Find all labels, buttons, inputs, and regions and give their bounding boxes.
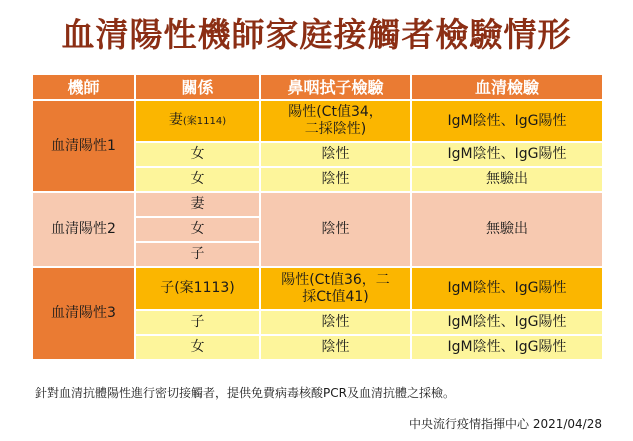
- relation-cell: 子: [135, 310, 260, 335]
- header-pcr: 鼻咽拭子檢驗: [260, 74, 411, 100]
- relation-cell: 子: [135, 242, 260, 267]
- table-row: [32, 100, 603, 142]
- relation-cell: 女: [135, 167, 260, 192]
- pcr-cell: 陰性: [260, 310, 411, 335]
- relation-cell: 女: [135, 142, 260, 167]
- pcr-cell: 陰性: [260, 167, 411, 192]
- serum-cell: IgM陰性、IgG陽性: [411, 310, 603, 335]
- source-credit: 中央流行疫情指揮中心 2021/04/28: [409, 417, 602, 431]
- footnote: 針對血清抗體陽性進行密切接觸者，提供免費病毒核酸PCR及血清抗體之採檢。: [35, 386, 455, 400]
- serum-cell: IgM陰性、IgG陽性: [411, 267, 603, 310]
- table-row: [32, 192, 603, 217]
- pcr-cell: 陰性: [260, 142, 411, 167]
- contacts-table: [31, 73, 604, 361]
- page-title: 血清陽性機師家庭接觸者檢驗情形: [61, 15, 572, 54]
- group-label: 血清陽性1: [32, 100, 135, 192]
- pcr-cell: 陽性(Ct值34，二採陰性): [260, 100, 411, 142]
- header-row: [32, 74, 603, 100]
- serum-cell: 無驗出: [411, 192, 603, 267]
- serum-cell: IgM陰性、IgG陽性: [411, 335, 603, 360]
- relation-cell: 女: [135, 217, 260, 242]
- header-serum: 血清檢驗: [411, 74, 603, 100]
- pcr-cell: 陰性: [260, 335, 411, 360]
- pcr-cell: 陰性: [260, 192, 411, 267]
- serum-cell: IgM陰性、IgG陽性: [411, 100, 603, 142]
- pcr-cell: 陽性(Ct值36，二採Ct值41): [260, 267, 411, 310]
- relation-cell: 女: [135, 335, 260, 360]
- serum-cell: 無驗出: [411, 167, 603, 192]
- group-label: 血清陽性3: [32, 267, 135, 360]
- group-label: 血清陽性2: [32, 192, 135, 267]
- relation-cell: 子(案1113): [135, 267, 260, 310]
- relation-cell: 妻: [135, 192, 260, 217]
- case-note: (案1114): [182, 116, 227, 127]
- header-relation: 關係: [135, 74, 260, 100]
- relation-cell: 妻(案1114): [135, 100, 260, 142]
- header-pilot: 機師: [32, 74, 135, 100]
- table-row: [32, 267, 603, 310]
- serum-cell: IgM陰性、IgG陽性: [411, 142, 603, 167]
